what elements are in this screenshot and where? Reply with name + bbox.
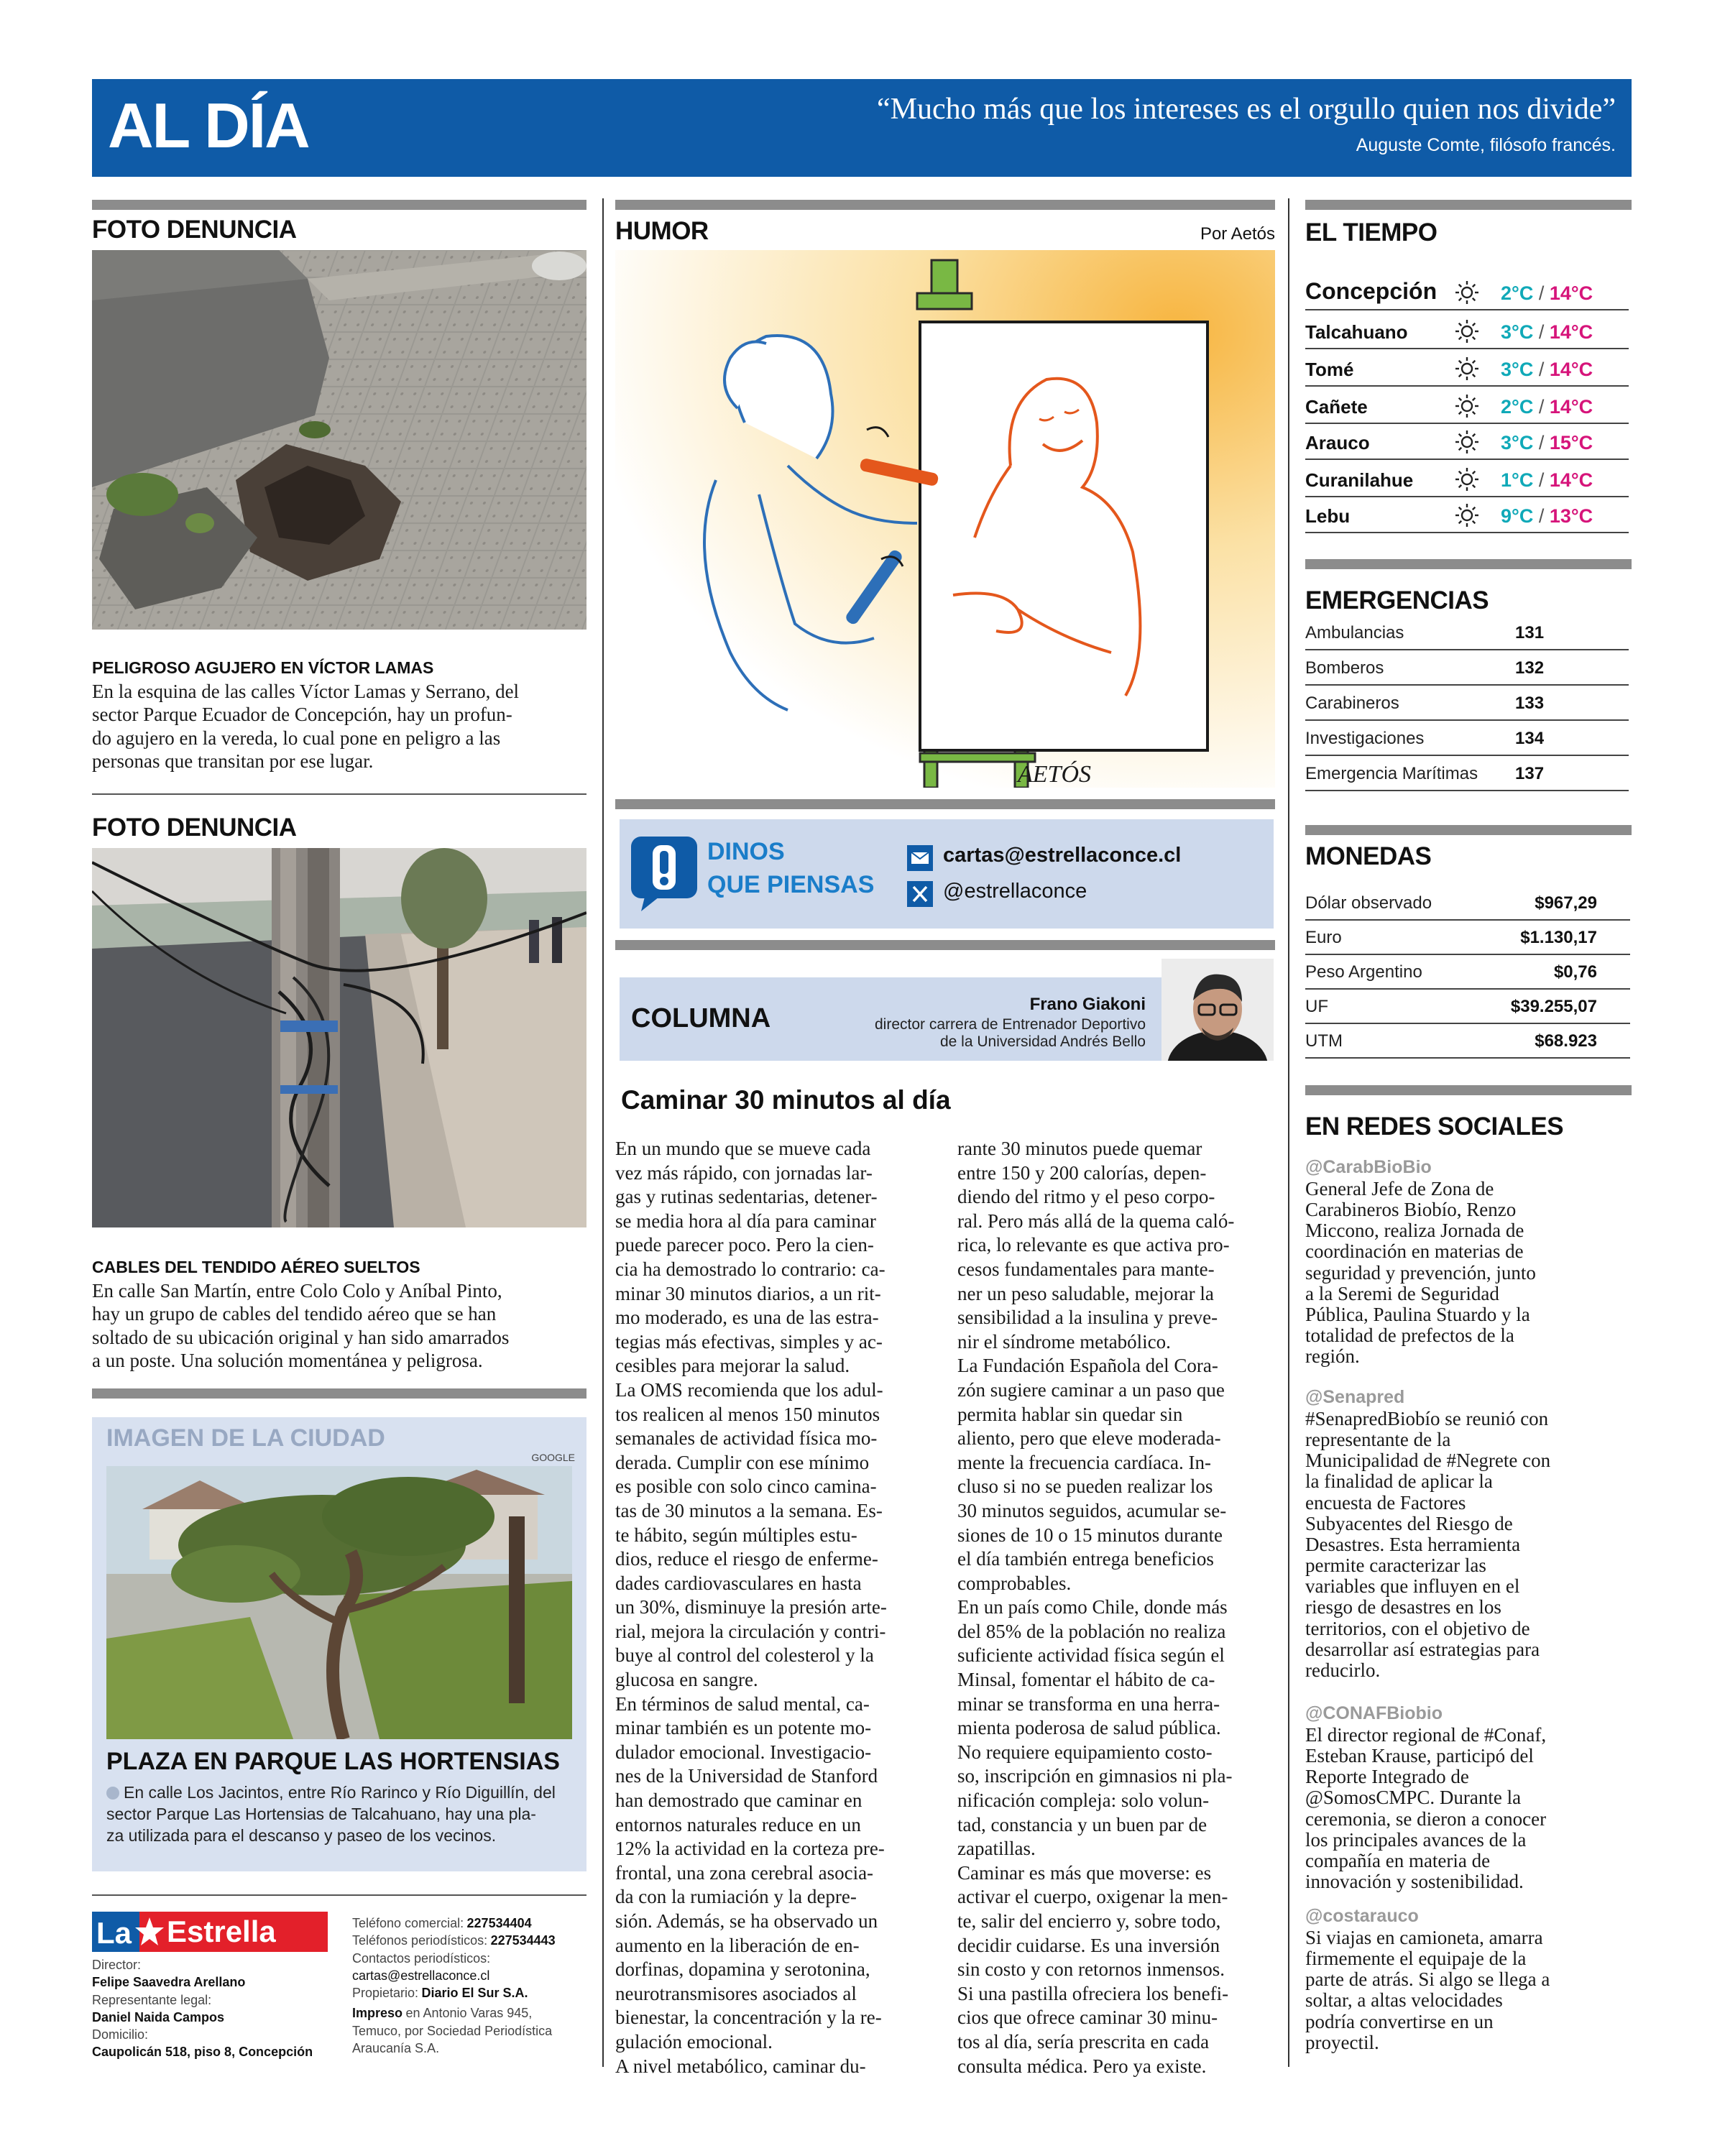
emergencia-row <box>1305 721 1629 756</box>
exclamation-bubble-icon <box>631 837 697 911</box>
body-line: dades cardiovasculares en hasta <box>615 1572 862 1594</box>
dinos-title-2: QUE PIENSAS <box>707 871 875 898</box>
moneda-value: $39.255,07 <box>1510 997 1597 1016</box>
caption-line: a un poste. Una solución momentánea y peligrosa. <box>92 1350 483 1372</box>
foto1-caption-title: PELIGROSO AGUJERO EN VÍCTOR LAMAS <box>92 658 434 677</box>
caption-line: do agujero en la vereda, lo cual pone en peligro a las <box>92 727 501 749</box>
body-line: vez más rápido, con jornadas lar- <box>615 1161 873 1184</box>
dom-label: Domicilio: <box>92 2027 149 2042</box>
social-post-line: coordinación en materias de <box>1305 1240 1524 1263</box>
weather-temp <box>1501 469 1593 492</box>
emergencia-row <box>1305 686 1629 721</box>
body-line: La Fundación Española del Cora- <box>957 1355 1218 1377</box>
weather-temp <box>1501 359 1593 381</box>
body-line: rante 30 minutos puede quemar <box>957 1138 1202 1159</box>
body-line: nes de la Universidad de Stanford <box>615 1765 878 1787</box>
footer-contacts <box>352 1915 589 2057</box>
social-post-line: totalidad de prefectos de la <box>1305 1325 1514 1347</box>
body-line: 30 minutos seguidos, acumular se- <box>957 1499 1227 1521</box>
temp-separator: / <box>1533 396 1550 418</box>
body-line: te hábito, según múltiples estu- <box>615 1524 857 1546</box>
foto2-caption-title: CABLES DEL TENDIDO AÉREO SUELTOS <box>92 1258 420 1276</box>
emergencia-number: 134 <box>1515 729 1545 748</box>
body-line: semanales de actividad física mo- <box>615 1427 878 1450</box>
temp-max: 14°C <box>1549 321 1593 343</box>
social-post-line: representante de la <box>1305 1429 1451 1451</box>
impreso-text: Temuco, por Sociedad Periodística <box>352 2023 553 2038</box>
moneda-value: $68.923 <box>1535 1031 1597 1051</box>
emergencia-label: Bomberos <box>1305 658 1384 678</box>
moneda-value: $1.130,17 <box>1520 928 1597 947</box>
director-label: Director: <box>92 1958 142 1972</box>
body-line: buye al control del colesterol y la <box>615 1644 874 1667</box>
body-line: 12% la actividad en la corteza pre- <box>615 1838 885 1860</box>
weather-row <box>1305 267 1629 310</box>
weather-city: Arauco <box>1305 432 1370 453</box>
social-post-line: región. <box>1305 1345 1360 1368</box>
body-line: gas y rutinas sedentarias, detener- <box>615 1186 878 1208</box>
body-line: La OMS recomienda que los adul- <box>615 1378 883 1401</box>
ciudad-photo-plaza <box>106 1466 572 1739</box>
body-line: Si una pastilla ofreciera los benefi- <box>957 1982 1229 2004</box>
moneda-row <box>1305 1023 1630 1059</box>
weather-row <box>1305 351 1629 387</box>
mail-icon <box>907 845 933 871</box>
columna-section-title: COLUMNA <box>631 1003 771 1033</box>
moneda-row <box>1305 885 1630 921</box>
ciudad-caption <box>106 1782 574 1847</box>
social-post-line: desarrollar así estrategias para <box>1305 1638 1540 1660</box>
temp-max: 14°C <box>1549 469 1593 491</box>
ciudad-title: PLAZA EN PARQUE LAS HORTENSIAS <box>106 1748 560 1775</box>
social-post-line: Carabineros Biobío, Renzo <box>1305 1199 1517 1221</box>
social-post-line: El director regional de #Conaf, <box>1305 1724 1547 1746</box>
social-post-line: Miccono, realiza Jornada de <box>1305 1220 1524 1242</box>
weather-temp <box>1501 396 1593 418</box>
sun-icon <box>1453 279 1481 306</box>
body-line: siones de 10 o 15 minutos durante <box>957 1524 1223 1546</box>
temp-min: 2°C <box>1501 282 1534 304</box>
ciudad-section-title: IMAGEN DE LA CIUDAD <box>106 1424 385 1452</box>
section-rule <box>1305 200 1632 210</box>
body-line: un 30%, disminuye la presión arte- <box>615 1596 887 1618</box>
weather-row <box>1305 313 1629 349</box>
body-line: ner un peso saludable, mejorar la <box>957 1282 1214 1304</box>
footer-staff <box>92 1956 329 2061</box>
tel-com-label: Teléfono comercial: <box>352 1916 464 1930</box>
caption-text: En calle Los Jacintos, entre Río Rarinco y Río Diguillín, del <box>124 1783 556 1802</box>
moneda-label: UTM <box>1305 1031 1343 1051</box>
body-line: nificación compleja: solo volun- <box>957 1789 1210 1812</box>
tel-comercial-line <box>352 1915 589 1932</box>
body-line: zón sugiere caminar a un paso que <box>957 1378 1225 1401</box>
emergencia-label: Ambulancias <box>1305 623 1404 642</box>
sun-icon <box>1453 466 1481 493</box>
social-post-line: permite caracterizar las <box>1305 1554 1486 1577</box>
social-post-line: seguridad y prevención, junto <box>1305 1261 1536 1284</box>
social-handle[interactable]: @CarabBioBio <box>1305 1157 1432 1177</box>
foto1-caption <box>92 680 588 773</box>
weather-row <box>1305 461 1629 497</box>
body-line: neurotransmisores asociados al <box>615 1982 857 2004</box>
social-post-line: ceremonia, se dieron a conocer <box>1305 1807 1547 1830</box>
section-rule <box>1305 825 1632 835</box>
body-line: derada. Cumplir con ese mínimo <box>615 1451 870 1473</box>
body-line: glucosa en sangre. <box>615 1669 758 1691</box>
social-post-line: Subyacentes del Riesgo de <box>1305 1512 1513 1534</box>
temp-separator: / <box>1533 282 1550 304</box>
section-rule <box>615 799 1275 809</box>
social-post-text <box>1305 1927 1629 2053</box>
temp-max: 14°C <box>1549 359 1593 380</box>
body-line: En un mundo que se mueve cada <box>615 1138 871 1159</box>
impreso-text: en Antonio Varas 945, <box>405 2006 533 2021</box>
body-line: consulta médica. Pero ya existe. <box>957 2055 1207 2077</box>
body-line: mente la frecuencia cardíaca. In- <box>957 1451 1212 1473</box>
body-line: sin costo y con retornos inmensos. <box>957 1958 1225 1981</box>
sun-icon <box>1453 355 1481 382</box>
social-post-line: Pública, Paulina Stuardo y la <box>1305 1303 1530 1325</box>
social-post-line: riesgo de desastres en los <box>1305 1596 1501 1618</box>
social-post-line: Si viajas en camioneta, amarra <box>1305 1927 1543 1948</box>
social-post-line: firmemente el equipaje de la <box>1305 1948 1527 1970</box>
body-line: cesibles para mejorar la salud. <box>615 1355 850 1377</box>
caption-line: hay un grupo de cables del tendido aéreo que se han <box>92 1303 497 1325</box>
moneda-label: UF <box>1305 997 1328 1016</box>
body-line: activar el cuerpo, oxigenar la men- <box>957 1886 1228 1908</box>
weather-city: Concepción <box>1305 278 1438 304</box>
dinos-title-1: DINOS <box>707 838 785 865</box>
star-icon <box>134 1916 165 1948</box>
body-line: mienta poderosa de salud pública. <box>957 1717 1221 1739</box>
body-line: permita hablar sin quedar sin <box>957 1403 1183 1425</box>
body-line: nir el síndrome metabólico. <box>957 1330 1171 1353</box>
social-post-text <box>1305 1179 1629 1367</box>
moneda-label: Euro <box>1305 928 1342 947</box>
body-line: tad, constancia y un buen par de <box>957 1813 1208 1835</box>
temp-separator: / <box>1533 469 1550 491</box>
sun-icon <box>1453 428 1481 456</box>
imagen-ciudad-box <box>92 1417 586 1871</box>
dinos-que-piensas-box <box>620 819 1274 929</box>
caption-line: En calle San Martín, entre Colo Colo y Aníbal Pinto, <box>92 1280 502 1302</box>
body-line: tos al día, sería prescrita en cada <box>957 2030 1210 2053</box>
column-separator <box>602 198 604 2067</box>
columna-body-col1 <box>615 1137 939 2078</box>
author-portrait <box>1162 959 1274 1061</box>
logo-estrella: Estrella <box>167 1915 276 1948</box>
columna-author: Frano Giakoni <box>1029 995 1146 1014</box>
social-post-line: soltar, a altas velocidades <box>1305 1989 1503 2012</box>
body-line: cluso si no se pueden realizar los <box>957 1475 1213 1498</box>
caption-line <box>106 1782 574 1804</box>
rep-name: Daniel Naida Campos <box>92 2009 225 2024</box>
logo-la: La <box>96 1916 132 1950</box>
body-line: comprobables. <box>957 1572 1072 1594</box>
body-line: A nivel metabólico, caminar du- <box>615 2055 866 2077</box>
social-post-line: parte de atrás. Si algo se llega a <box>1305 1968 1550 1991</box>
body-line: so, inscripción en gimnasios ni pla- <box>957 1765 1233 1787</box>
body-line: sensibilidad a la insulina y preve- <box>957 1307 1218 1329</box>
weather-city: Tomé <box>1305 359 1354 380</box>
body-line: diendo del ritmo y el peso corpo- <box>957 1186 1215 1208</box>
foto1-photo-sidewalk-hole <box>92 250 586 630</box>
social-post-line: los principales avances de la <box>1305 1828 1527 1851</box>
weather-row <box>1305 388 1629 424</box>
body-line: te, salir del encierro y, sobre todo, <box>957 1910 1221 1932</box>
social-post-line: @SomosCMPC. Durante la <box>1305 1787 1522 1809</box>
body-line: rica, lo relevante es que activa pro- <box>957 1234 1230 1256</box>
body-line: No requiere equipamiento costo- <box>957 1741 1213 1763</box>
emergencia-label: Carabineros <box>1305 694 1399 713</box>
weather-temp <box>1501 432 1593 454</box>
tel-per-label: Teléfonos periodísticos: <box>352 1933 488 1948</box>
weather-row <box>1305 497 1629 533</box>
social-handle[interactable]: @Senapred <box>1305 1387 1405 1407</box>
caption-line: sector Parque Ecuador de Concepción, hay un profun- <box>92 704 512 726</box>
emergencias-section-title: EMERGENCIAS <box>1305 586 1489 614</box>
la-estrella-logo <box>92 1912 328 1952</box>
body-line: cesos fundamentales para mante- <box>957 1258 1215 1280</box>
x-twitter-icon <box>907 881 933 907</box>
column-separator <box>1288 198 1289 2067</box>
impreso-label: Impreso <box>352 2006 403 2021</box>
temp-min: 1°C <box>1501 469 1534 491</box>
body-line: suficiente actividad física según el <box>957 1644 1225 1667</box>
social-post-line: #SenapredBiobío se reunió con <box>1305 1408 1549 1429</box>
moneda-row <box>1305 920 1630 955</box>
body-line: dulador emocional. Investigacio- <box>615 1741 872 1763</box>
body-line: aumento en la liberación de en- <box>615 1934 860 1956</box>
weather-city: Lebu <box>1305 505 1351 527</box>
masthead-banner <box>92 79 1632 177</box>
body-line: En un país como Chile, donde más <box>957 1596 1228 1618</box>
body-line: cia ha demostrado lo contrario: ca- <box>615 1258 886 1280</box>
body-line: aliento, pero que eleve moderada- <box>957 1427 1221 1450</box>
body-line: da con la rumiación y la depre- <box>615 1886 857 1908</box>
body-line: tos realicen al menos 150 minutos <box>615 1403 880 1425</box>
moneda-label: Peso Argentino <box>1305 962 1422 982</box>
rep-label: Representante legal: <box>92 1992 212 2007</box>
social-post-line: variables que influyen en el <box>1305 1575 1520 1598</box>
body-line: rial, mejora la circulación y contri- <box>615 1620 886 1642</box>
humor-byline: Por Aetós <box>1200 224 1275 244</box>
sun-icon <box>1453 502 1481 529</box>
dinos-twitter[interactable]: @estrellaconce <box>943 880 1087 903</box>
caption-line: personas que transitan por ese lugar. <box>92 750 374 773</box>
temp-separator: / <box>1533 505 1550 527</box>
body-line: dorfinas, dopamina y serotonina, <box>615 1958 870 1981</box>
caption-line: sector Parque Las Hortensias de Talcahuano, hay una pla- <box>106 1804 536 1823</box>
humor-section-title: HUMOR <box>615 217 709 245</box>
caption-line: En la esquina de las calles Víctor Lamas y Serrano, del <box>92 681 520 702</box>
weather-temp <box>1501 282 1593 305</box>
social-post-line: Desastres. Esta herramienta <box>1305 1533 1521 1555</box>
columna-role-2: de la Universidad Andrés Bello <box>939 1033 1146 1050</box>
body-line: gulación emocional. <box>615 2030 773 2053</box>
social-handle[interactable]: @CONAFBiobio <box>1305 1703 1443 1723</box>
columna-body-col2 <box>957 1137 1281 2078</box>
body-line: zapatillas. <box>957 1838 1036 1860</box>
body-line: minar se transforma en una herra- <box>957 1692 1220 1715</box>
social-post-line: Reporte Integrado de <box>1305 1766 1469 1788</box>
social-post-line: la finalidad de aplicar la <box>1305 1470 1493 1493</box>
section-rule <box>1305 559 1632 569</box>
body-line: entornos naturales reduce en un <box>615 1813 861 1835</box>
moneda-row <box>1305 989 1630 1024</box>
section-rule <box>615 940 1275 950</box>
body-line: mo moderado, es una de las estra- <box>615 1307 879 1329</box>
tiempo-section-title: EL TIEMPO <box>1305 218 1438 247</box>
weather-city: Curanilahue <box>1305 469 1414 491</box>
impreso-line <box>352 2004 589 2022</box>
social-post-text <box>1305 1409 1629 1681</box>
emergencia-number: 133 <box>1515 694 1545 713</box>
caption-line: za utilizada para el descanso y paseo de los vecinos. <box>106 1825 497 1845</box>
columna-headline: Caminar 30 minutos al día <box>621 1085 951 1115</box>
body-line: tegias más efectivas, simples y ac- <box>615 1330 883 1353</box>
social-post-text <box>1305 1725 1629 1892</box>
section-rule <box>1305 1085 1632 1095</box>
contact-label: Contactos periodísticos: <box>352 1950 491 1966</box>
emergencia-label: Emergencia Marítimas <box>1305 764 1478 783</box>
social-post-line: Municipalidad de #Negrete con <box>1305 1450 1551 1472</box>
foto2-caption <box>92 1279 588 1373</box>
social-post-line: proyectil. <box>1305 2031 1379 2053</box>
temp-min: 3°C <box>1501 359 1534 380</box>
body-line: es posible con solo cinco camina- <box>615 1475 877 1498</box>
social-post-line: encuesta de Factores <box>1305 1491 1466 1514</box>
emergencia-row <box>1305 615 1629 650</box>
tel-com-value: 227534404 <box>466 1916 532 1930</box>
dinos-email[interactable]: cartas@estrellaconce.cl <box>943 844 1182 867</box>
body-line: entre 150 y 200 calorías, depen- <box>957 1161 1207 1184</box>
prop-value: Diario El Sur S.A. <box>421 1986 528 2001</box>
body-line: Caminar es más que moverse: es <box>957 1861 1212 1884</box>
social-post-line: General Jefe de Zona de <box>1305 1178 1494 1199</box>
section-name: AL DÍA <box>108 90 309 161</box>
divider <box>92 793 586 795</box>
foto2-section-title: FOTO DENUNCIA <box>92 814 297 842</box>
divider <box>92 1894 586 1896</box>
header-quote: “Mucho más que los intereses es el orgullo quien nos divide” <box>876 93 1616 126</box>
body-line: ral. Pero más allá de la quema caló- <box>957 1210 1235 1232</box>
temp-separator: / <box>1533 359 1550 380</box>
moneda-value: $967,29 <box>1535 893 1597 913</box>
emergencia-number: 131 <box>1515 623 1545 642</box>
temp-min: 2°C <box>1501 396 1534 418</box>
body-line: En términos de salud mental, ca- <box>615 1692 870 1715</box>
temp-max: 15°C <box>1549 432 1593 453</box>
body-line: minar también es un potente mo- <box>615 1717 872 1739</box>
prop-label: Propietario: <box>352 1986 419 2001</box>
humor-cartoon <box>615 250 1275 788</box>
body-line: dios, reduce el riesgo de enferme- <box>615 1548 878 1570</box>
social-post-line: a la Seremi de Seguridad <box>1305 1282 1499 1304</box>
emergencia-number: 137 <box>1515 764 1545 783</box>
emergencia-row <box>1305 650 1629 686</box>
social-post-line: innovación y sostenibilidad. <box>1305 1871 1524 1893</box>
body-line: el día también entrega beneficios <box>957 1548 1214 1570</box>
body-line: del 85% de la población no realiza <box>957 1620 1226 1642</box>
section-rule <box>92 200 586 210</box>
photo-credit: GOOGLE <box>531 1452 575 1463</box>
temp-min: 3°C <box>1501 321 1534 343</box>
weather-row <box>1305 424 1629 460</box>
body-line: minar 30 minutos diarios, a un rit- <box>615 1282 881 1304</box>
body-line: cios que ofrece caminar 30 minu- <box>957 2007 1218 2029</box>
social-post-line: territorios, con el objetivo de <box>1305 1617 1530 1639</box>
body-line: Minsal, fomentar el hábito de ca- <box>957 1669 1215 1691</box>
body-line: bienestar, la concentración y la re- <box>615 2007 882 2029</box>
body-line: han demostrado que caminar en <box>615 1789 862 1812</box>
columna-role-1: director carrera de Entrenador Deportivo <box>874 1016 1146 1033</box>
weather-temp <box>1501 505 1593 528</box>
social-post-line: reducirlo. <box>1305 1659 1381 1681</box>
tel-per-value: 227534443 <box>490 1933 556 1948</box>
sun-icon <box>1453 392 1481 420</box>
emergencia-row <box>1305 756 1629 791</box>
body-line: decidir cuidarse. Es una inversión <box>957 1934 1220 1956</box>
moneda-row <box>1305 954 1630 990</box>
weather-city: Talcahuano <box>1305 321 1408 343</box>
body-line: se media hora al día para caminar <box>615 1210 876 1232</box>
temp-max: 13°C <box>1549 505 1593 527</box>
cartoon-signature: AETÓS <box>1018 761 1091 788</box>
sun-icon <box>1453 318 1481 345</box>
social-post-line: podría convertirse en un <box>1305 2010 1494 2032</box>
foto2-photo-loose-cables <box>92 848 586 1227</box>
quote-author: Auguste Comte, filósofo francés. <box>1356 135 1616 155</box>
emergencia-number: 132 <box>1515 658 1545 678</box>
section-rule <box>615 200 1275 210</box>
impreso-text: Araucanía S.A. <box>352 2041 440 2056</box>
tel-periodistico-line <box>352 1932 589 1949</box>
body-line: tas de 30 minutos a la semana. Es- <box>615 1499 883 1521</box>
social-post-line: Esteban Krause, participó del <box>1305 1745 1534 1767</box>
body-line: frontal, una zona cerebral asocia- <box>615 1861 874 1884</box>
monedas-section-title: MONEDAS <box>1305 842 1432 870</box>
bullet-icon <box>106 1787 119 1800</box>
temp-separator: / <box>1533 321 1550 343</box>
dom-value: Caupolicán 518, piso 8, Concepción <box>92 2045 313 2060</box>
temp-max: 14°C <box>1549 396 1593 418</box>
temp-min: 3°C <box>1501 432 1534 453</box>
emergencia-label: Investigaciones <box>1305 729 1425 748</box>
social-post-line: compañía en materia de <box>1305 1849 1491 1871</box>
social-handle[interactable]: @costarauco <box>1305 1906 1419 1926</box>
director-name: Felipe Saavedra Arellano <box>92 1975 246 1990</box>
weather-temp <box>1501 321 1593 344</box>
body-line: sión. Además, se ha observado un <box>615 1910 878 1932</box>
moneda-value: $0,76 <box>1553 962 1597 982</box>
contact-email[interactable]: cartas@estrellaconce.cl <box>352 1968 490 1983</box>
temp-max: 14°C <box>1549 282 1593 304</box>
redes-section-title: EN REDES SOCIALES <box>1305 1112 1564 1141</box>
caption-line: soltado de su ubicación original y han sido amarrados <box>92 1326 510 1348</box>
weather-city: Cañete <box>1305 396 1368 418</box>
section-rule <box>92 1388 586 1399</box>
foto1-section-title: FOTO DENUNCIA <box>92 216 297 244</box>
propietario-line <box>352 1984 589 2001</box>
temp-separator: / <box>1533 432 1550 453</box>
temp-min: 9°C <box>1501 505 1534 527</box>
body-line: puede parecer poco. Pero la cien- <box>615 1234 874 1256</box>
moneda-label: Dólar observado <box>1305 893 1432 913</box>
